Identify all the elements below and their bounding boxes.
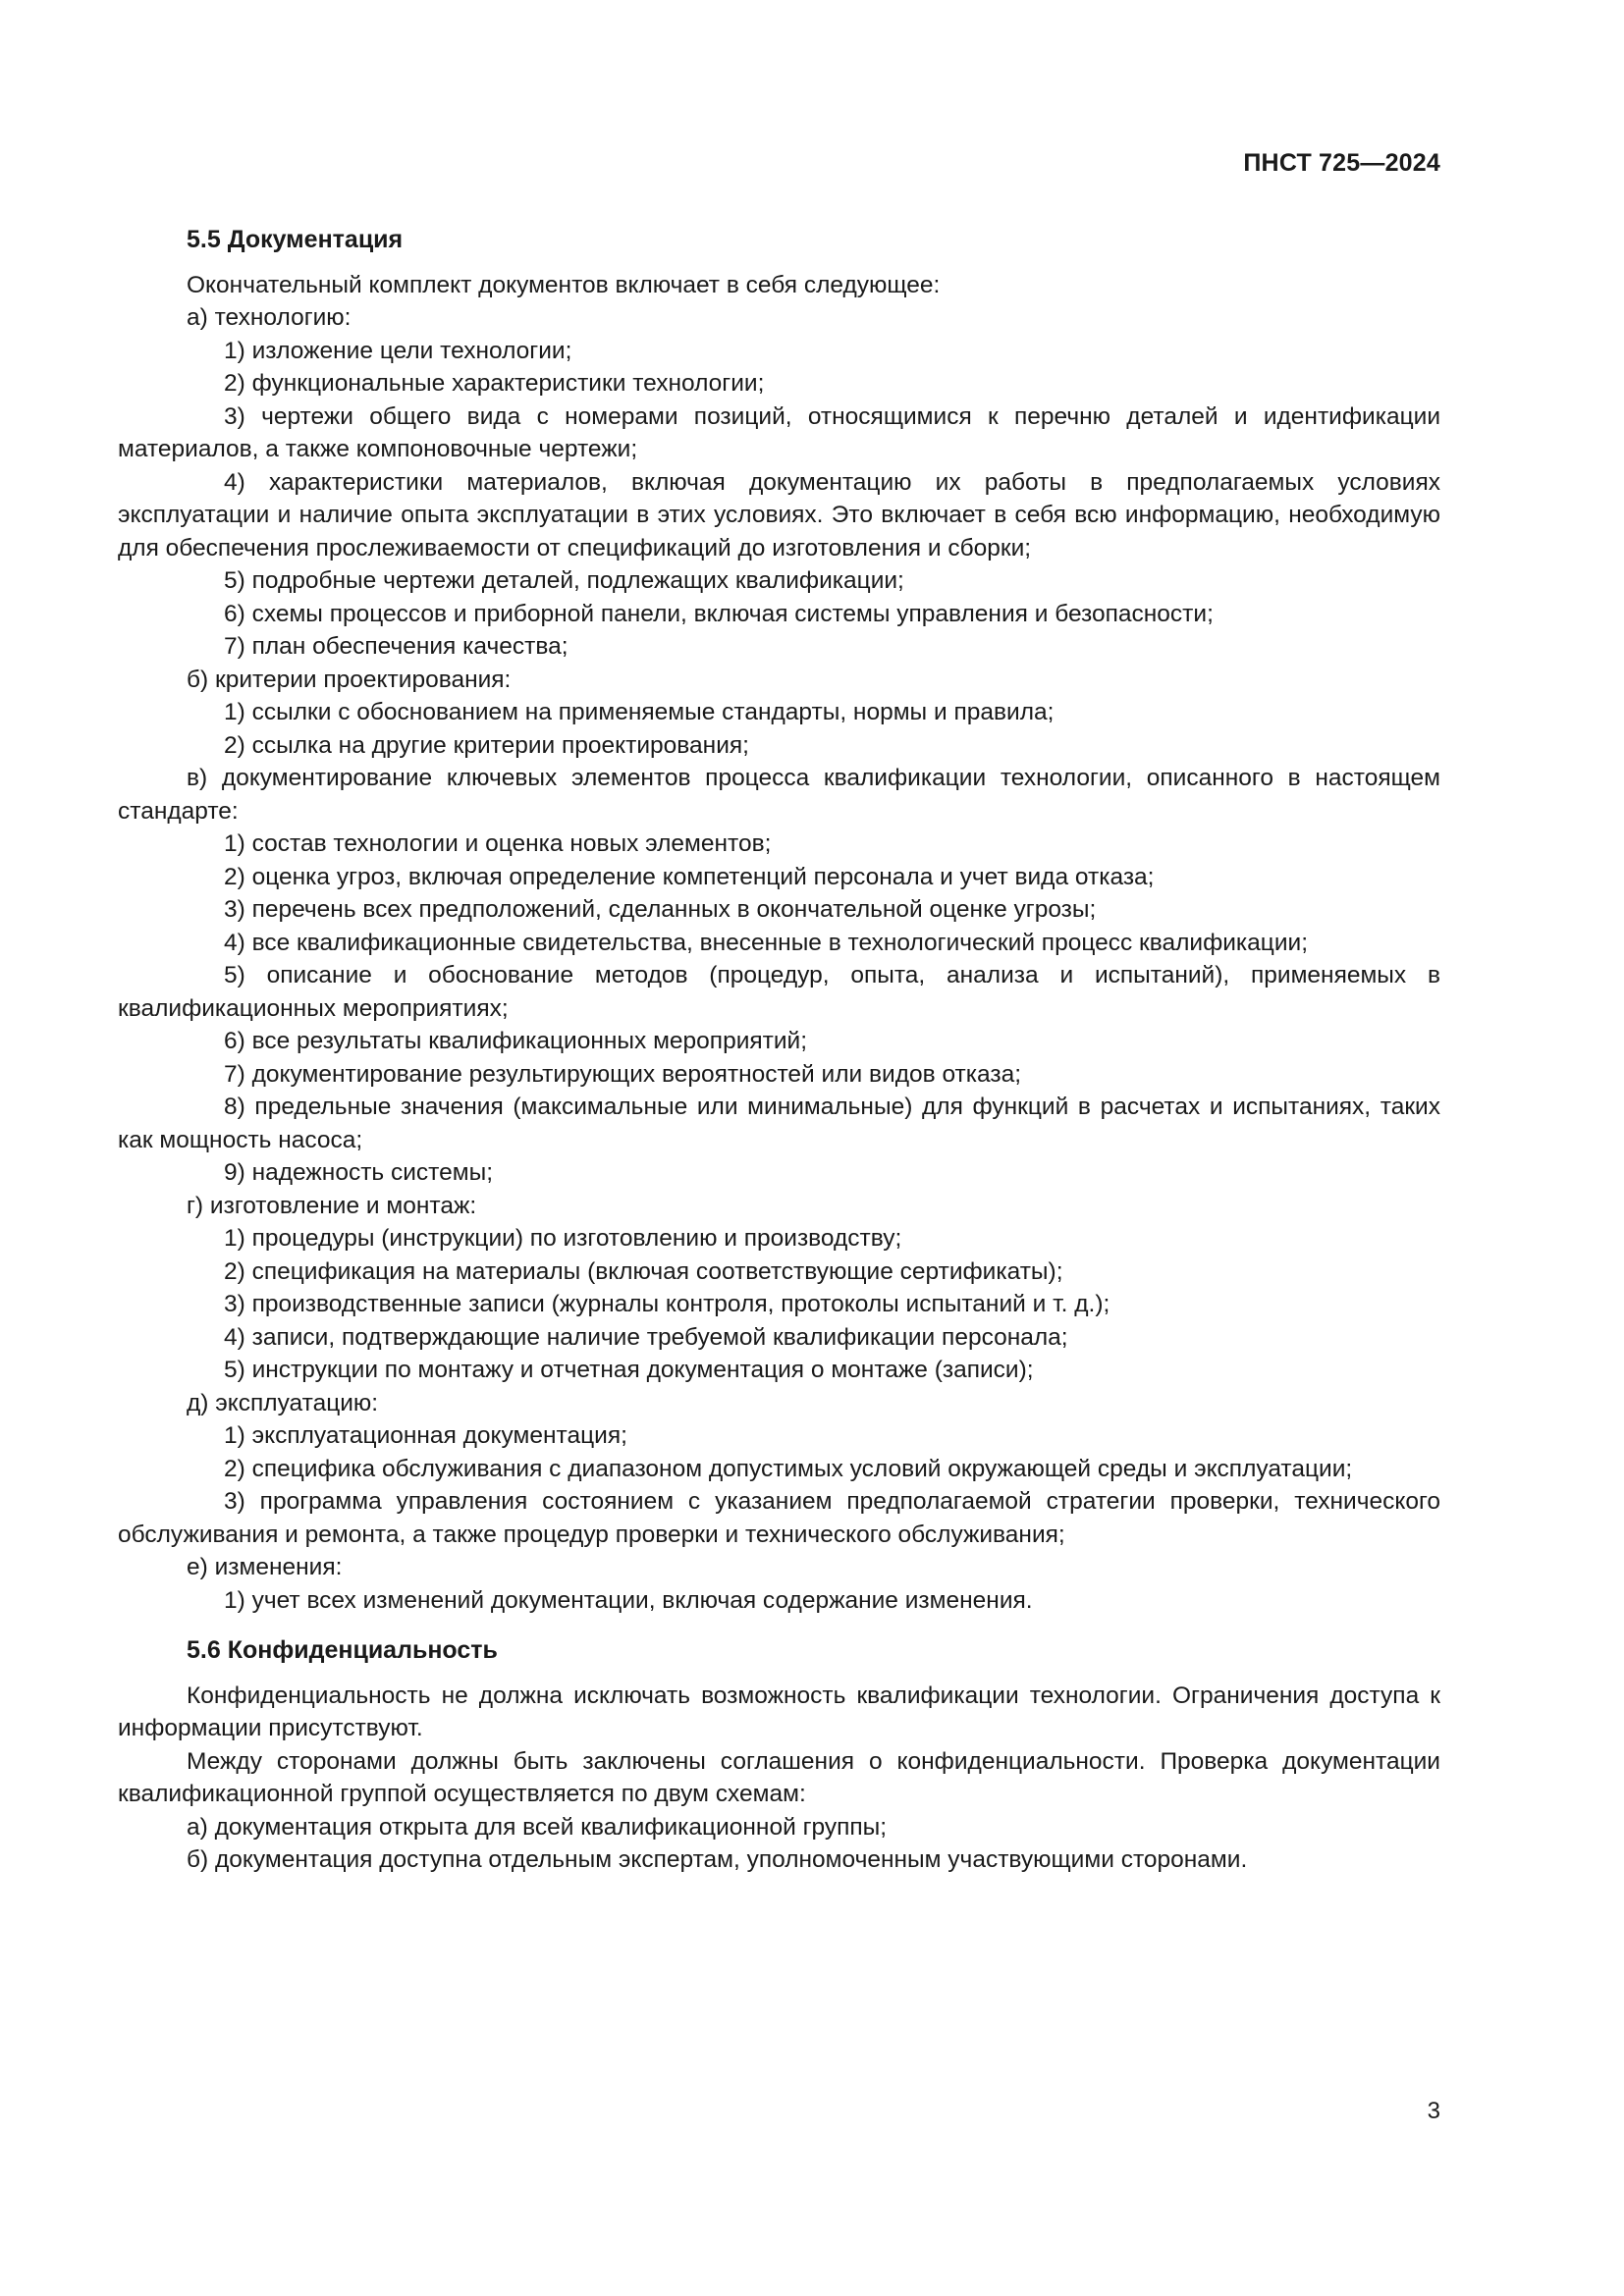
list-item-a: а) технологию: — [187, 304, 352, 331]
list-subitem-b2: 2) ссылка на другие критерии проектирования; — [224, 731, 749, 759]
list-item-d: д) эксплуатацию: — [187, 1389, 379, 1416]
list-subitem-v5: 5) описание и обоснование методов (процедур, опыта, анализа и испытаний), применяемых в квалификационных мероприятиях; — [118, 962, 1440, 1022]
section-intro: Окончательный комплект документов включает в себя следующее: — [187, 271, 941, 298]
list-subitem-d2: 2) специфика обслуживания с диапазоном допустимых условий окружающей среды и эксплуатации; — [224, 1455, 1353, 1482]
confidentiality-paragraph-2: Между сторонами должны быть заключены соглашения о конфиденциальности. Проверка документации квалификационной группой осуществляется по двум схемам: — [118, 1747, 1440, 1807]
list-subitem-v8: 8) предельные значения (максимальные или минимальные) для функций в расчетах и испытаниях, таких как мощность насоса; — [118, 1094, 1440, 1153]
list-subitem-v9: 9) надежность системы; — [224, 1159, 493, 1186]
list-subitem-a7: 7) план обеспечения качества; — [224, 633, 568, 660]
list-subitem-v7: 7) документирование результирующих вероятностей или видов отказа; — [224, 1060, 1022, 1088]
list-subitem-v4: 4) все квалификационные свидетельства, внесенные в технологический процесс квалификации; — [224, 929, 1309, 956]
list-subitem-g3: 3) производственные записи (журналы контроля, протоколы испытаний и т. д.); — [224, 1291, 1110, 1317]
page-number: 3 — [1427, 2098, 1440, 2124]
list-subitem-e1: 1) учет всех изменений документации, включая содержание изменения. — [224, 1586, 1033, 1614]
list-subitem-v6: 6) все результаты квалификационных мероприятий; — [224, 1028, 808, 1054]
confidentiality-item-b: б) документация доступна отдельным экспертам, уполномоченным участвующими сторонами. — [187, 1846, 1248, 1873]
confidentiality-item-a: а) документация открыта для всей квалификационной группы; — [187, 1813, 888, 1841]
list-subitem-a1: 1) изложение цели технологии; — [224, 337, 572, 364]
list-item-b: б) критерии проектирования: — [187, 666, 512, 693]
list-item-v: в) документирование ключевых элементов процесса квалификации технологии, описанного в настоящем стандарте: — [118, 765, 1440, 825]
list-subitem-g1: 1) процедуры (инструкции) по изготовлению и производству; — [224, 1225, 902, 1252]
list-subitem-v1: 1) состав технологии и оценка новых элементов; — [224, 830, 772, 857]
section-title-documentation: 5.5 Документация — [187, 226, 404, 253]
list-subitem-a2: 2) функциональные характеристики технологии; — [224, 370, 765, 397]
list-subitem-a4: 4) характеристики материалов, включая документацию их работы в предполагаемых условиях эксплуатации и наличие опыта эксплуатации в этих условиях. Это включает в себя всю информацию, необходимую для обеспечения прослеживаемости от спецификаций до изготовления и сборки; — [118, 468, 1440, 561]
list-item-g: г) изготовление и монтаж: — [187, 1192, 477, 1219]
list-subitem-g5: 5) инструкции по монтажу и отчетная документация о монтаже (записи); — [224, 1357, 1034, 1383]
list-subitem-g4: 4) записи, подтверждающие наличие требуемой квалификации персонала; — [224, 1323, 1068, 1351]
list-subitem-d1: 1) эксплуатационная документация; — [224, 1422, 627, 1449]
document-code: ПНСТ 725—2024 — [1243, 149, 1440, 177]
list-item-e: е) изменения: — [187, 1554, 343, 1580]
list-subitem-b1: 1) ссылки с обоснованием на применяемые стандарты, нормы и правила; — [224, 699, 1055, 725]
list-subitem-a5: 5) подробные чертежи деталей, подлежащих квалификации; — [224, 567, 904, 594]
list-subitem-g2: 2) спецификация на материалы (включая соответствующие сертификаты); — [224, 1257, 1063, 1285]
confidentiality-paragraph-1: Конфиденциальность не должна исключать возможность квалификации технологии. Ограничения доступа к информации присутствуют. — [118, 1682, 1440, 1741]
list-subitem-v3: 3) перечень всех предположений, сделанных в окончательной оценке угрозы; — [224, 896, 1097, 923]
page-content — [118, 224, 1440, 1877]
list-subitem-a6: 6) схемы процессов и приборной панели, включая системы управления и безопасности; — [224, 600, 1214, 627]
list-subitem-a3: 3) чертежи общего вида с номерами позиций, относящимися к перечню деталей и идентификации материалов, а также компоновочные чертежи; — [118, 402, 1440, 462]
list-subitem-v2: 2) оценка угроз, включая определение компетенций персонала и учет вида отказа; — [224, 863, 1155, 890]
list-subitem-d3: 3) программа управления состоянием с указанием предполагаемой стратегии проверки, технического обслуживания и ремонта, а также процедур проверки и технического обслуживания; — [118, 1488, 1440, 1548]
section-title-confidentiality: 5.6 Конфиденциальность — [187, 1636, 498, 1664]
